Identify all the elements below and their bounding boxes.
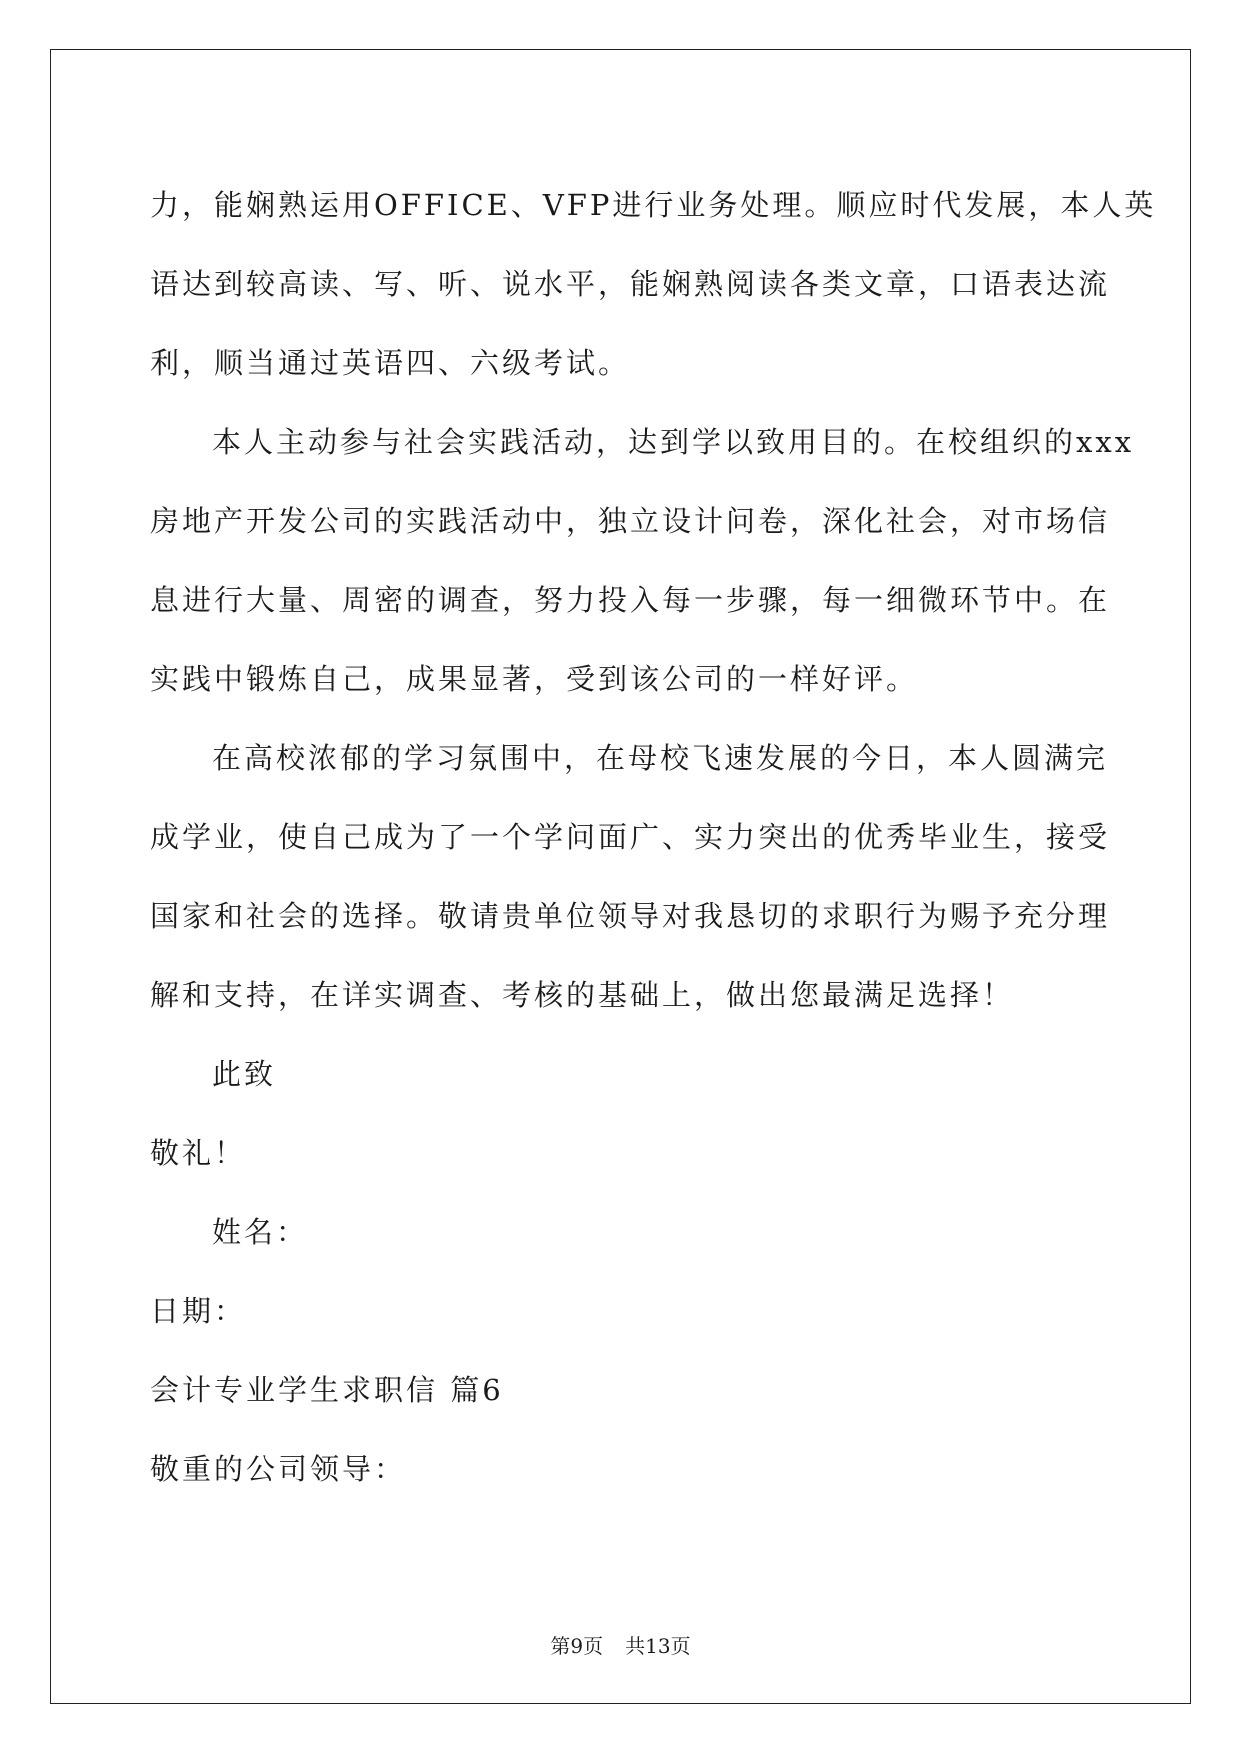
paragraph-line: 语达到较高读、写、听、说水平，能娴熟阅读各类文章，口语表达流 bbox=[150, 267, 1111, 301]
letter-greeting: 敬重的公司领导： bbox=[150, 1452, 407, 1486]
paragraph-line: 实践中锻炼自己，成果显著，受到该公司的一样好评。 bbox=[150, 662, 919, 696]
paragraph-line: 本人主动参与社会实践活动，达到学以致用目的。在校组织的xxx bbox=[212, 425, 1135, 459]
paragraph-line: 国家和社会的选择。敬请贵单位领导对我恳切的求职行为赐予充分理 bbox=[150, 899, 1111, 933]
paragraph-line: 解和支持，在详实调查、考核的基础上，做出您最满足选择！ bbox=[150, 978, 1015, 1012]
section-title: 会计专业学生求职信 篇6 bbox=[150, 1373, 504, 1407]
paragraph-line: 利，顺当通过英语四、六级考试。 bbox=[150, 346, 631, 380]
paragraph-line: 力，能娴熟运用OFFICE、VFP进行业务处理。顺应时代发展，本人英 bbox=[150, 188, 1157, 222]
page-footer bbox=[0, 1634, 1241, 1658]
closing-regards: 敬礼！ bbox=[150, 1136, 247, 1170]
name-label: 姓名： bbox=[212, 1215, 309, 1249]
paragraph-line: 在高校浓郁的学习氛围中，在母校飞速发展的今日，本人圆满完 bbox=[212, 741, 1109, 775]
date-label: 日期： bbox=[150, 1294, 247, 1328]
page-total: 共13页 bbox=[625, 1634, 691, 1658]
paragraph-line: 息进行大量、周密的调查，努力投入每一步骤，每一细微环节中。在 bbox=[150, 583, 1111, 617]
paragraph-line: 房地产开发公司的实践活动中，独立设计问卷，深化社会，对市场信 bbox=[150, 504, 1111, 538]
page-number: 第9页 bbox=[550, 1634, 604, 1658]
paragraph-line: 成学业，使自己成为了一个学问面广、实力突出的优秀毕业生，接受 bbox=[150, 820, 1111, 854]
document-body bbox=[150, 166, 1157, 1509]
closing-salutation: 此致 bbox=[212, 1057, 277, 1091]
